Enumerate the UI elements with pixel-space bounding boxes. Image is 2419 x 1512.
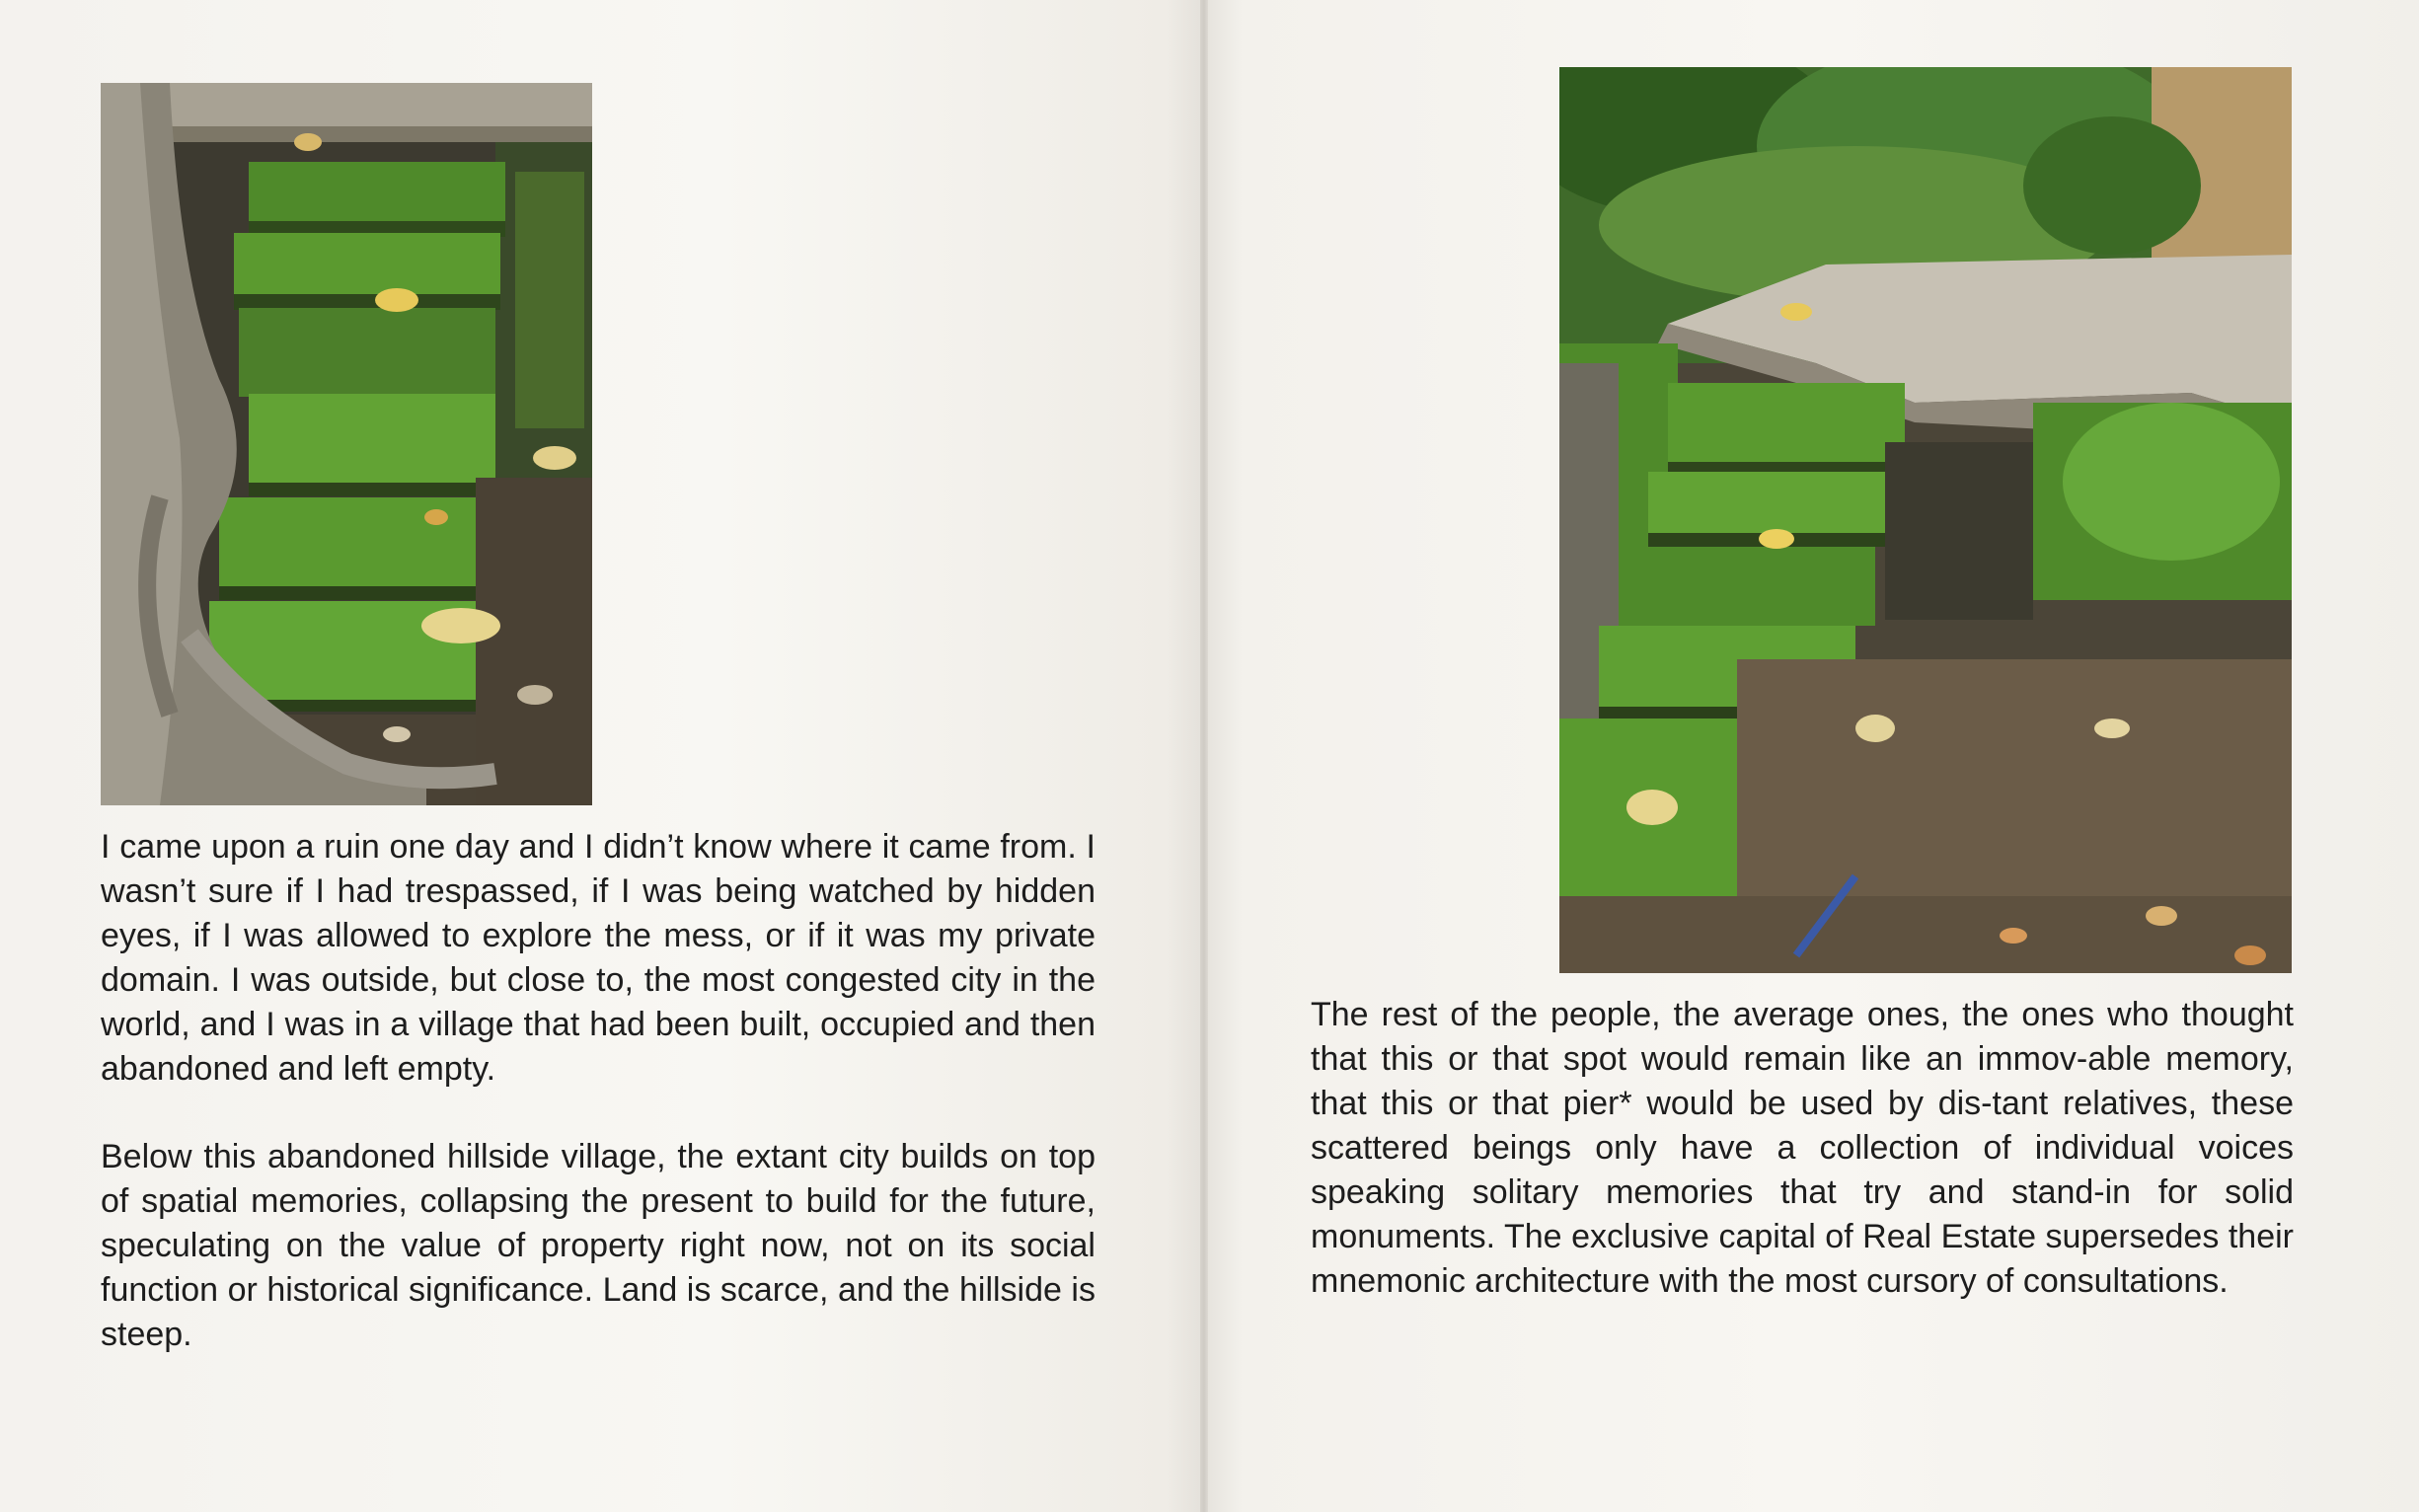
book-gutter xyxy=(1200,0,1208,1512)
photo-steps-stone-pier xyxy=(1559,67,2292,973)
photo-mossy-steps-roots xyxy=(101,83,592,805)
right-paragraph-1: The rest of the people, the average ones, the ones who thought that this or that spot would remain like an immov-able memory, that this or that pier* would be used by dis-tant relatives, these scattered beings only have a collection of individual voices speaking solitary memories that try and stand-in for solid monuments. The exclusive capital of Real Estate supersedes their mnemonic architecture with the most cursory of consultations. xyxy=(1311,996,2294,1300)
left-paragraph-1: I came upon a ruin one day and I didn’t know where it came from. I wasn’t sure if I had trespassed, if I was being watched by hidden eyes, if I was allowed to explore the mess, or if it was my private domain. I was outside, but close to, the most congested city in the world, and I was in a village that had been built, occupied and then abandoned and left empty. xyxy=(101,828,1096,1088)
left-paragraph-2: Below this abandoned hillside village, the extant city builds on top of spatial memories, collapsing the present to build for the future, speculating on the value of property right now, not on its social function or historical significance. Land is scarce, and the hillside is steep. xyxy=(101,1138,1096,1353)
